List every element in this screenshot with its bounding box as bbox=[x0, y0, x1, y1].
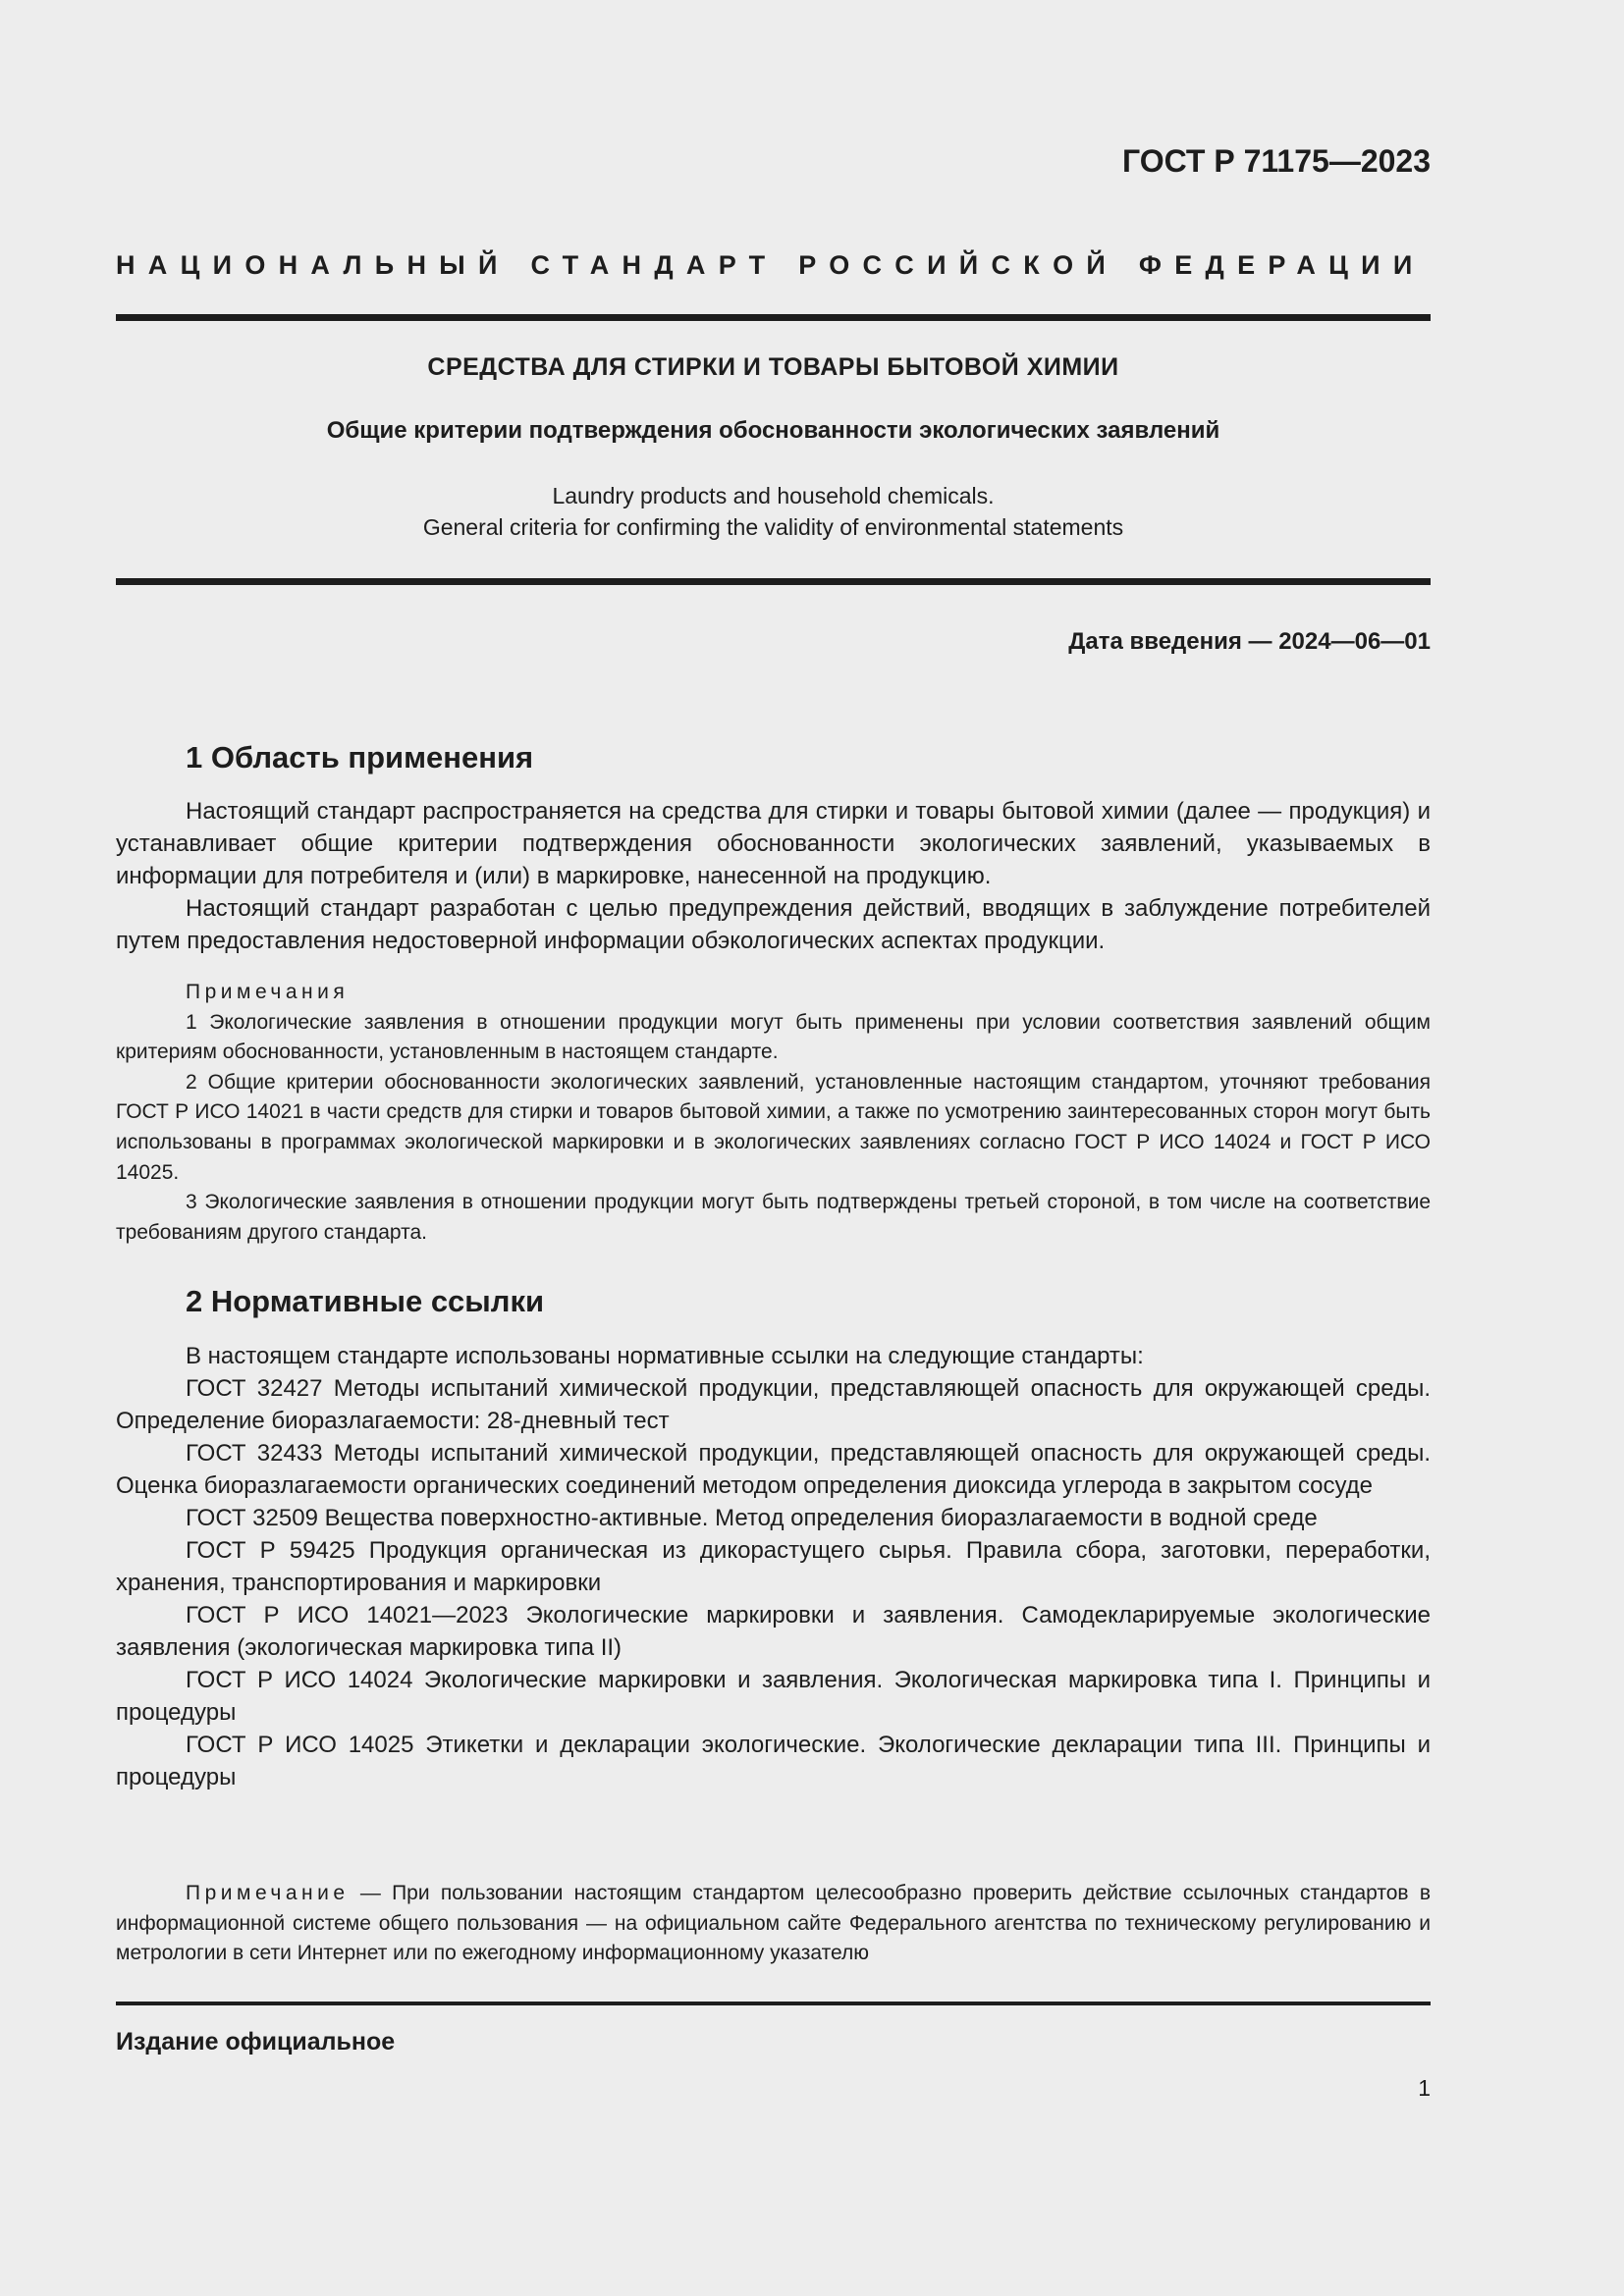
national-standard-heading: НАЦИОНАЛЬНЫЙ СТАНДАРТ РОССИЙСКОЙ ФЕДЕРАЦИИ bbox=[116, 250, 1426, 280]
note-item: 1 Экологические заявления в отношении продукции могут быть применены при условии соответствия заявлений общим критериям обоснованности, установленным в настоящем стандарте. bbox=[116, 1010, 1431, 1064]
note-item: 2 Общие критерии обоснованности экологических заявлений, установленные настоящим стандартом, уточняют требования ГОСТ Р ИСО 14021 в части средств для стирки и товаров бытовой химии, а также по усмотрению заинтересованных сторон могут быть использованы в программах экологической маркировки и в экологических заявлениях согласно ГОСТ Р ИСО 14024 и ГОСТ Р ИСО 14025. bbox=[116, 1070, 1431, 1184]
page-number: 1 bbox=[1418, 2075, 1431, 2101]
title-divider bbox=[116, 578, 1431, 585]
references-intro: В настоящем стандарте использованы нормативные ссылки на следующие стандарты: bbox=[186, 1343, 1144, 1369]
section-1-heading: 1 Область применения bbox=[186, 740, 534, 774]
section-2-body bbox=[116, 1340, 1431, 1793]
footer-divider bbox=[116, 2002, 1431, 2005]
standard-code: ГОСТ Р 71175—2023 bbox=[1122, 143, 1431, 179]
note-item: 3 Экологические заявления в отношении продукции могут быть подтверждены третьей стороной, в том числе на соответствие требованиям другого стандарта. bbox=[116, 1191, 1431, 1244]
reference-note-text: — При пользовании настоящим стандартом целесообразно проверить действие ссылочных стандартов в информационной системе общего пользования — на официальном сайте Федерального агентства по техническому регулированию и метрологии в сети Интернет или по ежегодному информационному указателю bbox=[116, 1882, 1431, 1965]
reference-item: ГОСТ 32427 Методы испытаний химической продукции, представляющей опасность для окружающей среды. Определение биоразлагаемости: 28-дневный тест bbox=[116, 1375, 1431, 1434]
section-1-body bbox=[116, 795, 1431, 957]
reference-item: ГОСТ Р ИСО 14024 Экологические маркировки и заявления. Экологическая маркировка типа I. Принципы и процедуры bbox=[116, 1667, 1431, 1726]
reference-item: ГОСТ Р ИСО 14025 Этикетки и декларации экологические. Экологические декларации типа III. Принципы и процедуры bbox=[116, 1732, 1431, 1790]
top-divider bbox=[116, 314, 1431, 321]
section-2-heading: 2 Нормативные ссылки bbox=[186, 1284, 545, 1318]
reference-item: ГОСТ 32509 Вещества поверхностно-активные. Метод определения биоразлагаемости в водной среде bbox=[186, 1505, 1318, 1531]
english-title bbox=[116, 480, 1431, 543]
reference-item: ГОСТ Р 59425 Продукция органическая из дикорастущего сырья. Правила сбора, заготовки, переработки, хранения, транспортирования и маркировки bbox=[116, 1537, 1431, 1596]
document-subtitle: Общие критерии подтверждения обоснованности экологических заявлений bbox=[326, 417, 1220, 444]
english-title-line-2: General criteria for confirming the validity of environmental statements bbox=[422, 514, 1124, 540]
official-edition-label: Издание официальное bbox=[116, 2028, 396, 2056]
introduction-date: Дата введения — 2024—06—01 bbox=[1068, 628, 1431, 655]
document-title: СРЕДСТВА ДЛЯ СТИРКИ И ТОВАРЫ БЫТОВОЙ ХИМИИ bbox=[427, 353, 1119, 381]
reference-item: ГОСТ Р ИСО 14021—2023 Экологические маркировки и заявления. Самодекларируемые экологические заявления (экологическая маркировка типа II) bbox=[116, 1602, 1431, 1661]
reference-note bbox=[116, 1879, 1431, 1969]
section-1-paragraph: Настоящий стандарт распространяется на средства для стирки и товары бытовой химии (далее — продукция) и устанавливает общие критерии подтверждения обоснованности экологических заявлений, указываемых в информации для потребителя и (или) в маркировке, нанесенной на продукцию. bbox=[116, 798, 1431, 889]
reference-note-label: Примечание bbox=[186, 1882, 350, 1904]
english-title-line-1: Laundry products and household chemicals. bbox=[552, 483, 995, 508]
notes-label: Примечания bbox=[186, 981, 350, 1003]
section-1-notes bbox=[116, 978, 1431, 1248]
reference-item: ГОСТ 32433 Методы испытаний химической продукции, представляющей опасность для окружающей среды. Оценка биоразлагаемости органических соединений методом определения диоксида углерода в закрытом сосуде bbox=[116, 1440, 1431, 1499]
section-1-paragraph: Настоящий стандарт разработан с целью предупреждения действий, вводящих в заблуждение потребителей путем предоставления недостоверной информации обэкологических аспектах продукции. bbox=[116, 895, 1431, 954]
section-2-note bbox=[116, 1879, 1431, 1969]
